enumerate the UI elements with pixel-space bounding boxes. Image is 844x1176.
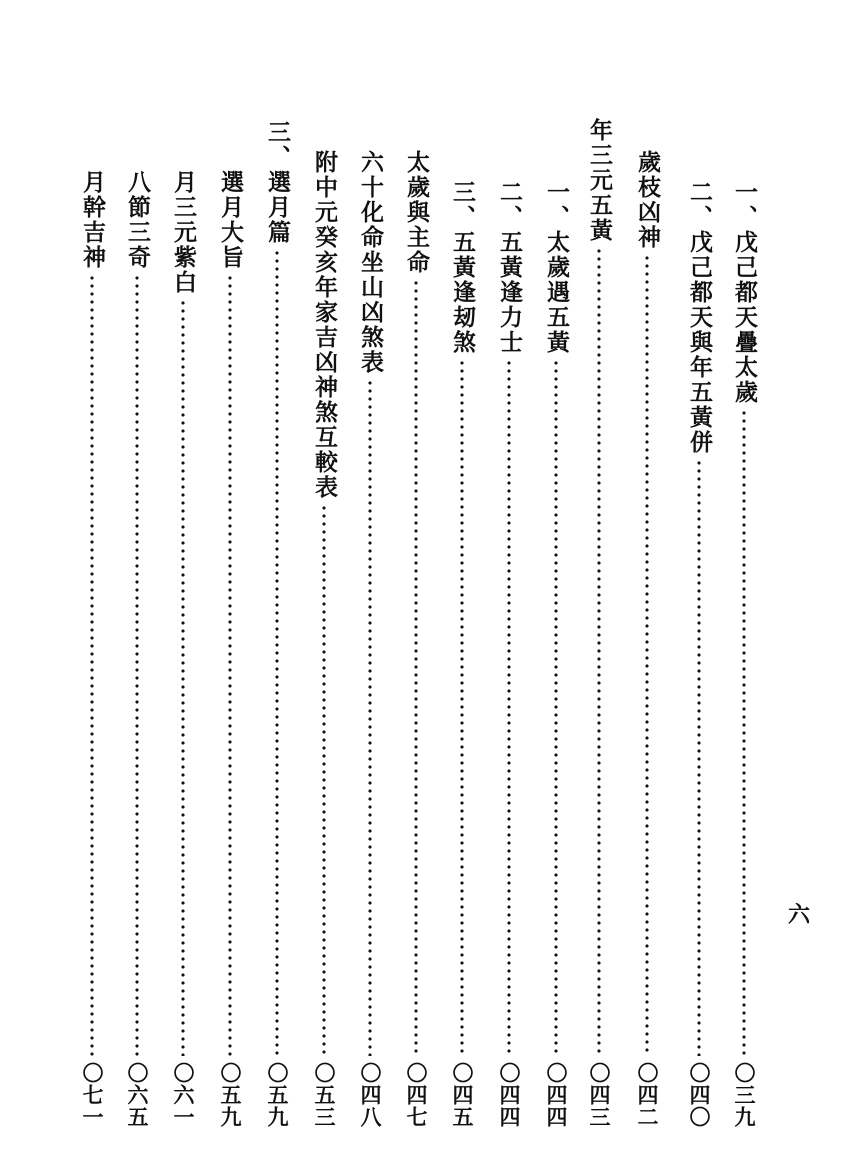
dot-leader [696, 459, 702, 1056]
entry-page-number: 〇五三 [312, 1062, 337, 1128]
dot-leader [367, 379, 373, 1056]
entry-title: 太歲與主命 [403, 150, 430, 275]
entry-page-number: 〇三九 [732, 1062, 757, 1128]
dot-leader [89, 274, 95, 1056]
entry-page-number: 〇六一 [171, 1062, 196, 1128]
entry-title: 月三元紫白 [170, 170, 197, 295]
dot-leader [506, 359, 512, 1056]
entry-title: 附中元癸亥年家吉凶神煞互較表 [311, 150, 338, 500]
toc-entry[interactable] [120, 170, 154, 1154]
entry-title: 年三元五黃 [586, 118, 613, 243]
entry-title: 一、戊己都天疊太歲 [731, 180, 758, 405]
entry-title: 二、戊己都天與年五黃併 [686, 180, 713, 455]
entry-page-number: 〇五九 [265, 1062, 290, 1128]
dot-leader [459, 359, 465, 1056]
folio-page-number: 六 [788, 902, 811, 928]
dot-leader [134, 274, 140, 1056]
toc-entry[interactable] [260, 120, 294, 1154]
entry-page-number: 〇六五 [125, 1062, 150, 1128]
entry-title: 六十化命坐山凶煞表 [357, 150, 384, 375]
dot-leader [321, 504, 327, 1056]
entry-title: 月幹吉神 [79, 170, 106, 270]
dot-leader [741, 409, 747, 1056]
toc-entry[interactable] [353, 150, 387, 1154]
entry-page-number: 〇四四 [497, 1062, 522, 1128]
toc-entry[interactable] [213, 170, 247, 1154]
entry-page-number: 〇四四 [544, 1062, 569, 1128]
dot-leader [644, 254, 650, 1056]
toc-entry[interactable] [630, 150, 664, 1154]
toc-entry[interactable] [445, 180, 479, 1154]
toc-entry[interactable] [399, 150, 433, 1154]
entry-title: 一、太歲遇五黃 [543, 180, 570, 355]
entry-title: 選月大旨 [217, 170, 244, 270]
entry-page-number: 〇五九 [218, 1062, 243, 1128]
entry-title: 三、五黃逢刼煞 [449, 180, 476, 355]
dot-leader [553, 359, 559, 1056]
toc-entry[interactable] [539, 180, 573, 1154]
toc-entry[interactable] [727, 180, 761, 1154]
entry-title: 八節三奇 [124, 170, 151, 270]
entry-page-number: 〇四七 [404, 1062, 429, 1128]
dot-leader [180, 299, 186, 1056]
toc-entry[interactable] [75, 170, 109, 1154]
toc-entry[interactable] [582, 118, 616, 1154]
entry-page-number: 〇四〇 [687, 1062, 712, 1128]
entry-page-number: 〇七一 [80, 1062, 105, 1128]
entry-page-number: 〇四五 [450, 1062, 475, 1128]
dot-leader [596, 247, 602, 1056]
entry-title: 三、選月篇 [264, 120, 291, 245]
dot-leader [227, 274, 233, 1056]
entry-title: 歲枝凶神 [634, 150, 661, 250]
entry-page-number: 〇四三 [587, 1062, 612, 1128]
entry-page-number: 〇四八 [358, 1062, 383, 1128]
toc-entry[interactable] [682, 180, 716, 1154]
entry-page-number: 〇四二 [635, 1062, 660, 1128]
toc-entry[interactable] [307, 150, 341, 1154]
toc-entry[interactable] [492, 180, 526, 1154]
toc-entry[interactable] [166, 170, 200, 1154]
entry-title: 二、五黃逢力士 [496, 180, 523, 355]
dot-leader [274, 249, 280, 1056]
dot-leader [413, 279, 419, 1056]
